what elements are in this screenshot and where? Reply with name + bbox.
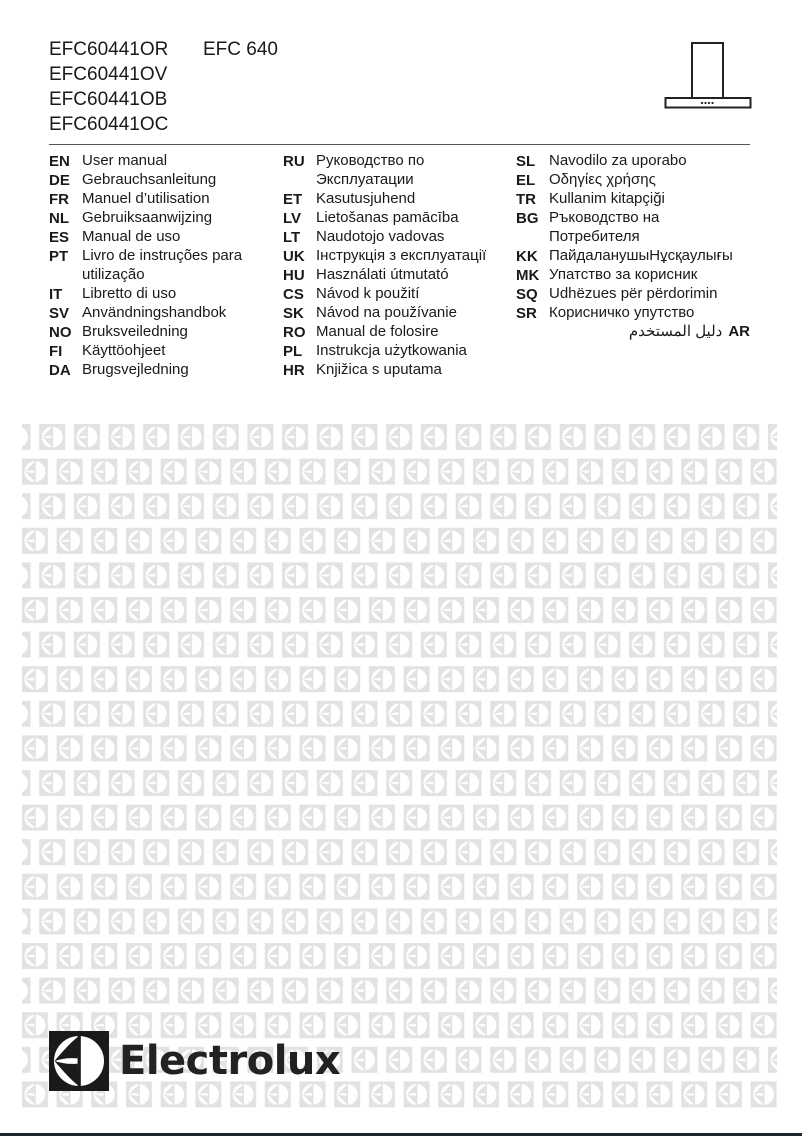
language-code: LT [283, 229, 301, 246]
language-label: Naudotojo vadovas [316, 228, 445, 245]
language-label: Эксплуатации [316, 171, 414, 188]
language-label: Användningshandbok [82, 304, 227, 321]
language-code: IT [49, 286, 63, 303]
language-code: NO [49, 324, 72, 341]
language-label: Ръководство на [549, 209, 660, 226]
language-label: Knjižica s uputama [316, 361, 442, 378]
electrolux-logo-icon [49, 1031, 109, 1096]
language-code: NL [49, 210, 69, 227]
language-label: Інструкція з експлуатації [316, 247, 487, 264]
language-code: ET [283, 191, 303, 208]
language-code: SR [516, 305, 537, 322]
language-label: Bruksveiledning [82, 323, 188, 340]
language-label: ПайдаланушыНұсқаулығы [549, 247, 733, 264]
language-label: Упатство за корисник [549, 266, 698, 283]
language-code: EN [49, 153, 70, 170]
language-label: utilização [82, 266, 145, 283]
language-label: Livro de instruções para [82, 247, 243, 264]
language-label: Manual de folosire [316, 323, 439, 340]
language-code: DA [49, 362, 71, 379]
language-label: Navodilo za uporabo [549, 152, 687, 169]
alt-model-number: EFC 640 [203, 39, 278, 60]
language-code: EL [516, 172, 536, 189]
model-number: EFC60441OC [49, 114, 169, 135]
model-number: EFC60441OV [49, 64, 168, 85]
model-list [49, 37, 168, 137]
language-label: Kullanim kitapçiği [549, 190, 665, 207]
language-label: Käyttöohjeet [82, 342, 166, 359]
language-code: CS [283, 286, 304, 303]
language-code: BG [516, 210, 539, 227]
language-label: Instrukcja użytkowania [316, 342, 467, 359]
language-code: FI [49, 343, 63, 360]
language-code: SV [49, 305, 70, 322]
language-code: AR [728, 323, 750, 340]
language-code: PT [49, 248, 69, 265]
model-number: EFC60441OR [49, 39, 169, 60]
language-label: Udhëzues për përdorimin [549, 285, 718, 302]
language-label: Kasutusjuhend [316, 190, 416, 207]
language-code: UK [283, 248, 305, 265]
language-label: Manuel d’utilisation [82, 190, 210, 207]
brand-wordmark: Electrolux [119, 1038, 341, 1084]
language-label: Brugsvejledning [82, 361, 189, 378]
language-code: LV [283, 210, 302, 227]
logo-pattern-background [0, 418, 802, 1118]
language-label: Gebrauchsanleitung [82, 171, 217, 188]
language-label: Használati útmutató [316, 266, 449, 283]
language-code: MK [516, 267, 540, 284]
language-label: Οδηγίες χρήσης [549, 171, 656, 188]
language-code: KK [516, 248, 538, 265]
language-label: Libretto di uso [82, 285, 177, 302]
language-label: User manual [82, 152, 168, 169]
language-label: دليل المستخدم [628, 323, 723, 340]
language-code: RU [283, 153, 305, 170]
language-label: Потребителя [549, 228, 640, 245]
language-code: RO [283, 324, 306, 341]
language-code: TR [516, 191, 536, 208]
language-label: Návod na používanie [316, 304, 457, 321]
language-code: FR [49, 191, 69, 208]
language-code: HU [283, 267, 305, 284]
language-code: SK [283, 305, 304, 322]
language-label: Gebruiksaanwijzing [82, 209, 213, 226]
language-code: DE [49, 172, 70, 189]
header-divider [49, 144, 750, 145]
language-code: ES [49, 229, 70, 246]
language-code: SQ [516, 286, 538, 303]
language-label: Lietošanas pamācība [316, 209, 459, 226]
model-number: EFC60441OB [49, 89, 168, 110]
language-label: Корисничко упутство [549, 304, 695, 321]
language-entry-ar [516, 322, 750, 341]
language-code: HR [283, 362, 305, 379]
language-label: Руководство по [316, 152, 425, 169]
language-label: Návod k použití [316, 285, 420, 302]
language-label: Manual de uso [82, 228, 181, 245]
language-code: SL [516, 153, 536, 170]
cooker-hood-icon [664, 42, 752, 115]
language-code: PL [283, 343, 303, 360]
